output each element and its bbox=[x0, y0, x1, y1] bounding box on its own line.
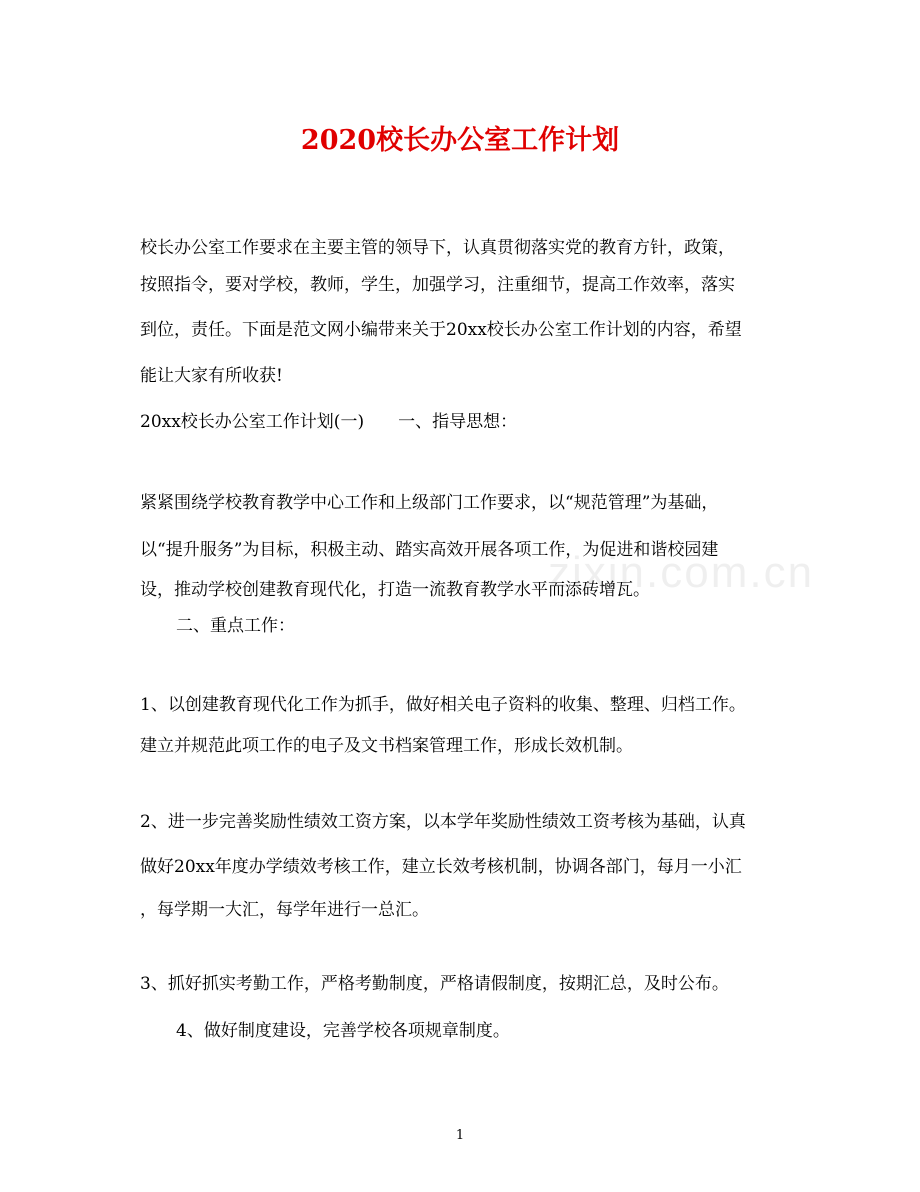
list-item-line: 建立并规范此项工作的电子及文书档案管理工作，形成长效机制。 bbox=[140, 736, 633, 756]
watermark: zixin.com.cn bbox=[548, 548, 815, 597]
list-item-line: 2、进一步完善奖励性绩效工资方案，以本学年奖励性绩效工资考核为基础，认真 bbox=[140, 812, 746, 832]
page-number: 1 bbox=[455, 1128, 465, 1143]
list-item-line: 1、以创建教育现代化工作为抓手，做好相关电子资料的收集、整理、归档工作。 bbox=[140, 695, 746, 715]
paragraph-line: 按照指令，要对学校，教师，学生，加强学习，注重细节，提高工作效率，落实 bbox=[140, 275, 735, 295]
section-heading-line: 二、重点工作： bbox=[176, 616, 295, 636]
paragraph-line: 校长办公室工作要求在主要主管的领导下，认真贯彻落实党的教育方针，政策， bbox=[140, 238, 735, 258]
list-item-line: ，每学期一大汇，每学年进行一总汇。 bbox=[140, 900, 429, 920]
paragraph-line: 紧紧围绕学校教育教学中心工作和上级部门工作要求，以“规范管理”为基础， bbox=[140, 493, 719, 513]
paragraph-line: 到位，责任。下面是范文网小编带来关于20xx校长办公室工作计划的内容，希望 bbox=[140, 320, 742, 340]
list-item-line: 4、做好制度建设，完善学校各项规章制度。 bbox=[176, 1021, 510, 1041]
list-item-line: 做好20xx年度办学绩效考核工作，建立长效考核机制，协调各部门，每月一小汇 bbox=[140, 857, 742, 877]
paragraph-line: 能让大家有所收获! bbox=[140, 366, 283, 386]
list-item-line: 3、抓好抓实考勤工作，严格考勤制度，严格请假制度，按期汇总，及时公布。 bbox=[140, 974, 729, 994]
document-title: 2020校长办公室工作计划 bbox=[300, 125, 620, 156]
section-heading-line: 20xx校长办公室工作计划(一) 一、指导思想： bbox=[140, 412, 518, 432]
paragraph-line: 设，推动学校创建教育现代化，打造一流教育教学水平而添砖增瓦。 bbox=[140, 580, 650, 600]
paragraph-line: 以“提升服务”为目标，积极主动、踏实高效开展各项工作，为促进和谐校园建 bbox=[140, 540, 719, 560]
